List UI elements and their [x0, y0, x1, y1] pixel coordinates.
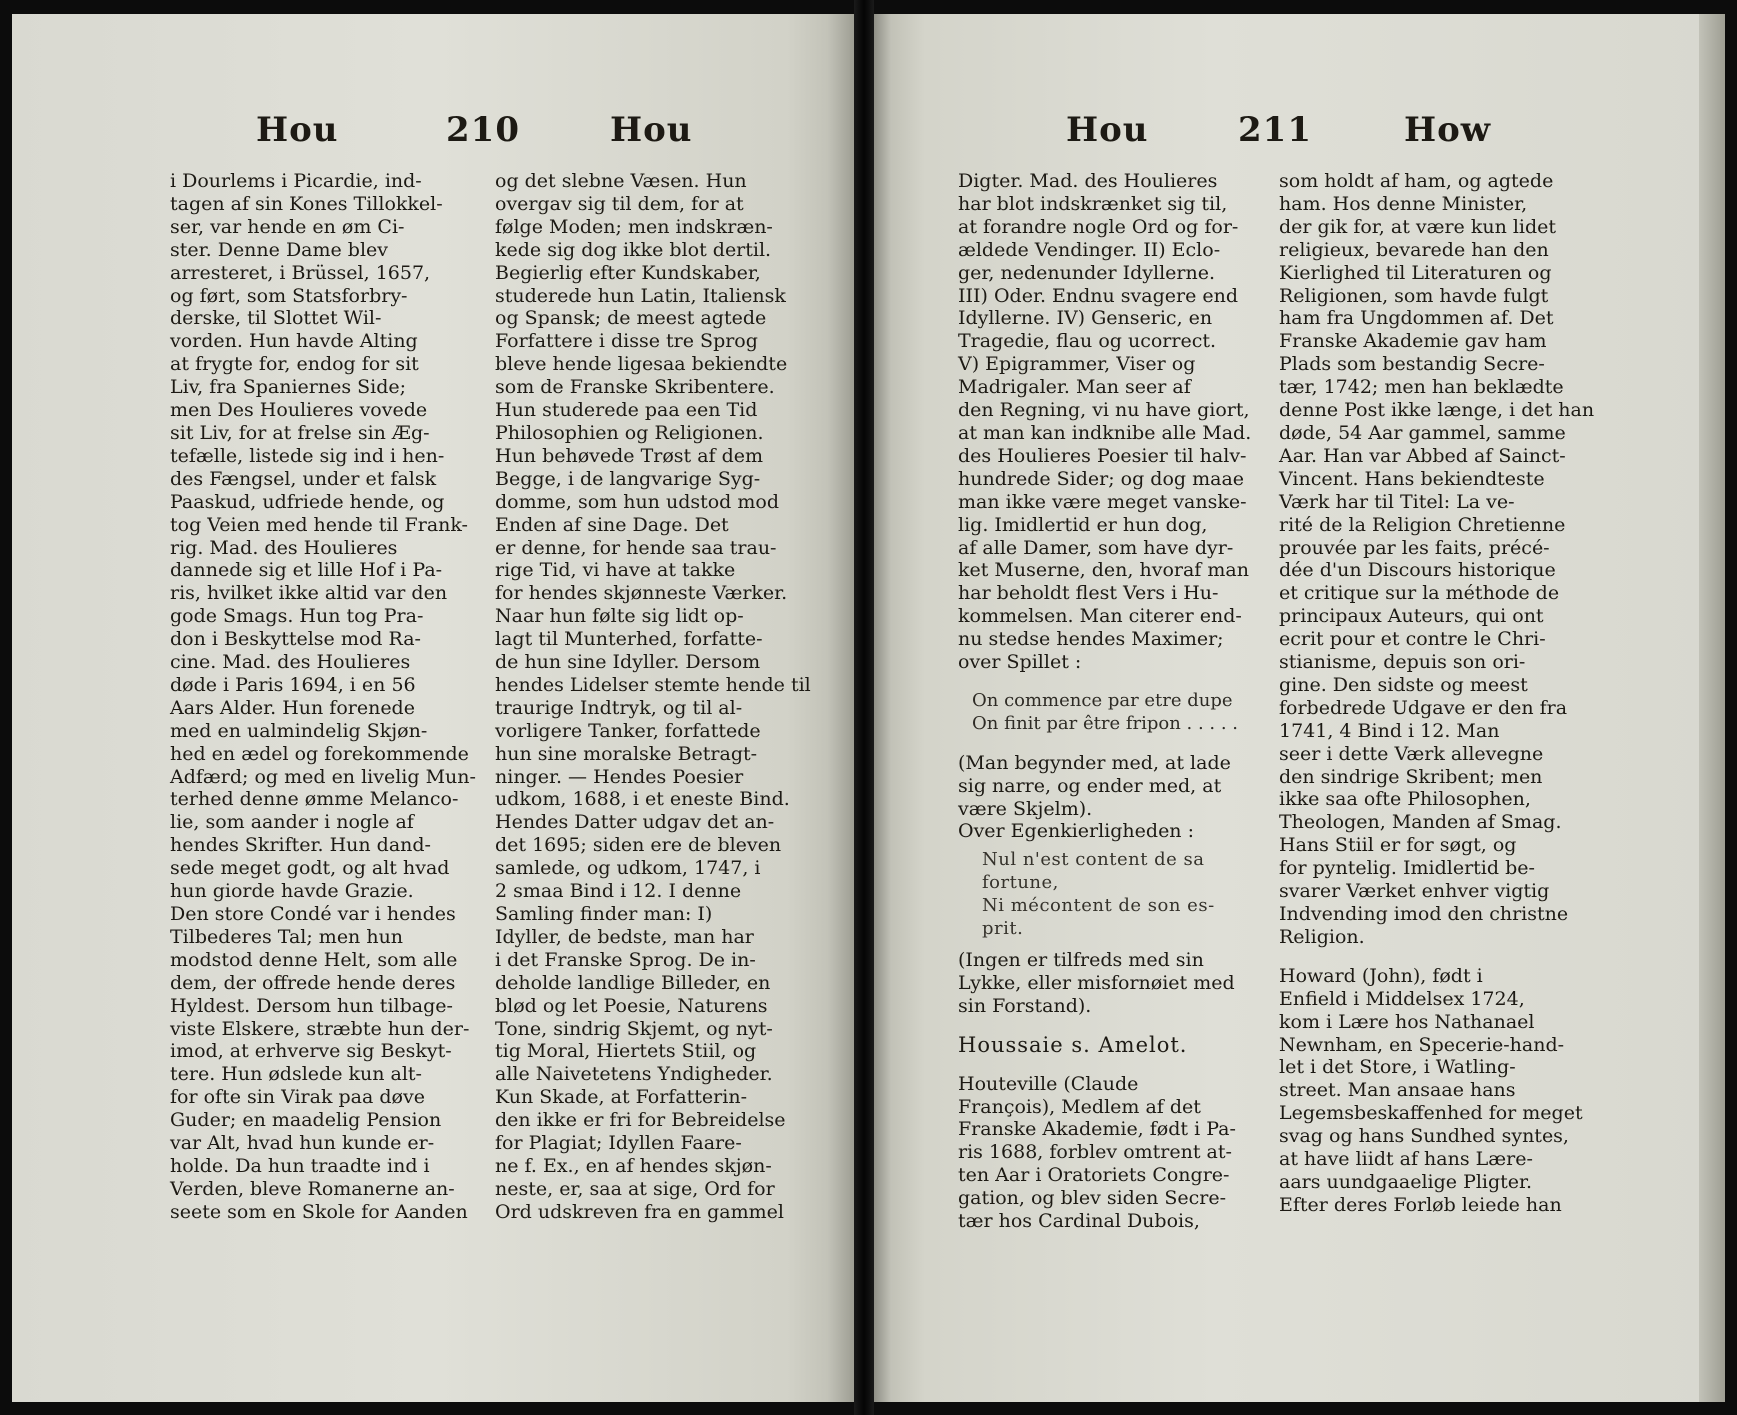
text-line: Liv, fra Spaniernes Side; — [170, 376, 407, 399]
text-line: kom i Lære hos Nathanael — [1279, 1010, 1535, 1033]
text-line: hendes Lidelser stemte hende til — [495, 673, 811, 696]
text-line: Vincent. Hans bekiendteste — [1279, 467, 1545, 490]
text-line: de hun sine Idyller. Dersom — [495, 651, 761, 674]
text-line: der gik for, at være kun lidet — [1279, 215, 1557, 238]
text-line: Forfattere i disse tre Sprog — [495, 330, 758, 353]
text-line: Naar hun følte sig lidt op- — [495, 605, 744, 628]
text-line: Aar. Han var Abbed af Sainct- — [1279, 444, 1566, 467]
text-line: hundrede Sider; og dog maae — [958, 467, 1245, 490]
left-page-edge — [828, 14, 854, 1402]
text-line: følge Moden; men indskræn- — [495, 215, 773, 238]
text-line: lie, som aander i nogle af — [170, 811, 414, 834]
text-line: arresteret, i Brüssel, 1657, — [170, 261, 431, 284]
text-line: traurige Indtryk, og til al- — [495, 696, 743, 719]
text-line: Efter deres Forløb leiede han — [1279, 1193, 1562, 1216]
text-line: Hendes Datter udgav det an- — [495, 811, 775, 834]
text-line: over Spillet : — [958, 651, 1082, 674]
text-line: ser, var hende en øm Ci- — [170, 215, 405, 238]
text-line: des Fængsel, under et falsk — [170, 467, 437, 490]
text-line: forbedrede Udgave er den fra — [1279, 696, 1568, 719]
text-line: svarer Værket enhver vigtig — [1279, 880, 1550, 903]
text-line: Idyller, de bedste, man har — [495, 925, 754, 948]
text-line: hun giorde havde Grazie. — [170, 880, 414, 903]
text-line: tefælle, listede sig ind i hen- — [170, 444, 445, 467]
text-line: et critique sur la méthode de — [1279, 582, 1560, 605]
text-line: dannede sig et lille Hof i Pa- — [170, 559, 443, 582]
text-line: kommelsen. Man citerer end- — [958, 605, 1242, 628]
right-page-gutter-edge — [874, 14, 892, 1402]
maxim-translation-1 — [958, 752, 1252, 844]
text-line: blød og let Poesie, Naturens — [495, 994, 768, 1017]
text-line: af alle Damer, som have dyr- — [958, 536, 1234, 559]
text-line: Tilbederes Tal; men hun — [170, 925, 404, 948]
text-line: Ni mécontent de son es- — [982, 895, 1215, 917]
text-line: (Ingen er tilfreds med sin — [958, 949, 1204, 971]
text-line: lagt til Munterhed, forfatte- — [495, 628, 763, 651]
text-line: Ord udskreven fra en gammel — [495, 1200, 784, 1223]
text-line: don i Beskyttelse mod Ra- — [170, 628, 421, 651]
text-line: Indvending imod den christne — [1279, 903, 1569, 925]
text-line: udkom, 1688, i et eneste Bind. — [495, 788, 790, 811]
text-line: Samling finder man: I) — [495, 903, 713, 925]
text-line: sit Liv, for at frelse sin Æg- — [170, 421, 430, 444]
text-line: den sindrige Skribent; men — [1279, 765, 1543, 788]
text-line: ket Muserne, den, hvoraf man — [958, 559, 1249, 582]
text-line: ger, nedenunder Idyllerne. — [958, 261, 1216, 284]
text-line: 2 smaa Bind i 12. I denne — [495, 880, 742, 903]
text-line: studerede hun Latin, Italiensk — [495, 284, 786, 307]
text-line: dem, der offrede hende deres — [170, 971, 456, 994]
text-line: gode Smags. Hun tog Pra- — [170, 605, 424, 628]
text-line: ris 1688, forblev omtrent at- — [958, 1141, 1232, 1164]
text-line: Hans Stiil er for søgt, og — [1279, 834, 1517, 857]
text-line: ne f. Ex., en af hendes skjøn- — [495, 1154, 772, 1177]
right-page-header — [874, 110, 1725, 160]
right-page-number: 211 — [1238, 110, 1312, 150]
text-line: er denne, for hende saa trau- — [495, 536, 777, 559]
text-line: dée d'un Discours historique — [1279, 559, 1556, 582]
text-line: Over Egenkierligheden : — [958, 820, 1194, 843]
text-line: bleve hende ligesaa bekiendte — [495, 353, 788, 376]
text-line: seer i dette Værk allevegne — [1279, 742, 1544, 765]
houlieres-continued — [958, 170, 1252, 674]
text-line: Kun Skade, at Forfatterin- — [495, 1086, 747, 1109]
text-line: Paaskud, udfriede hende, og — [170, 490, 445, 513]
text-line: tagen af sin Kones Tillokkel- — [170, 192, 443, 215]
text-line: Lykke, eller misfornøiet med — [958, 971, 1235, 994]
text-line: prit. — [982, 918, 1024, 940]
text-line: Legemsbeskaffenhed for meget — [1279, 1102, 1583, 1125]
text-line: tig Moral, Hiertets Stiil, og — [495, 1040, 757, 1063]
text-line: viste Elskere, stræbte hun der- — [170, 1017, 470, 1040]
text-line: On commence par etre dupe — [972, 689, 1233, 711]
text-line: let i det Store, i Watling- — [1279, 1056, 1516, 1079]
text-line: at man kan indknibe alle Mad. — [958, 421, 1252, 444]
text-line: Plads som bestandig Secre- — [1279, 353, 1545, 376]
text-line: V) Epigrammer, Viser og — [958, 353, 1196, 376]
text-line: den ikke er fri for Bebreidelse — [495, 1109, 786, 1132]
text-line: vorligere Tanker, forfattede — [495, 719, 761, 742]
text-line: Enden af sine Dage. Det — [495, 513, 729, 536]
right-page-column-1 — [958, 170, 1252, 1233]
text-line: Værk har til Titel: La ve- — [1279, 490, 1515, 513]
text-line: Hyldest. Dersom hun tilbage- — [170, 994, 453, 1017]
text-line: var Alt, hvad hun kunde er- — [170, 1132, 435, 1155]
text-line: III) Oder. Endnu svagere end — [958, 284, 1239, 307]
text-line: kede sig dog ikke blot dertil. — [495, 238, 772, 261]
left-running-head-right: Hou — [610, 110, 693, 150]
text-line: i det Franske Sprog. De in- — [495, 948, 756, 971]
text-line: sig narre, og ender med, at — [958, 774, 1222, 797]
text-line: Den store Condé var i hendes — [170, 903, 456, 925]
text-line: ældede Vendinger. II) Eclo- — [958, 238, 1221, 261]
text-line: tær hos Cardinal Dubois, — [958, 1210, 1200, 1233]
text-line: sede meget godt, og alt hvad — [170, 857, 450, 880]
text-line: tog Veien med hende til Frank- — [170, 513, 468, 536]
text-line: svag og hans Sundhed syntes, — [1279, 1125, 1569, 1148]
text-line: tere. Hun ødslede kun alt- — [170, 1063, 422, 1086]
text-line: ster. Denne Dame blev — [170, 238, 389, 261]
text-line: rige Tid, vi have at takke — [495, 559, 736, 582]
maxim-quote-egenkierlighed — [958, 849, 1252, 941]
text-line: nu stedse hendes Maximer; — [958, 628, 1224, 651]
text-line: holde. Da hun traadte ind i — [170, 1154, 430, 1177]
book-spine-gutter — [854, 0, 874, 1415]
left-page-column-2 — [495, 170, 811, 1224]
right-running-head-left: Hou — [1066, 110, 1149, 150]
text-line: som de Franske Skribentere. — [495, 376, 775, 399]
text-line: ham fra Ungdommen af. Det — [1279, 307, 1554, 330]
text-line: Guder; en maadelig Pension — [170, 1109, 442, 1132]
text-line: har beholdt flest Vers i Hu- — [958, 582, 1219, 605]
text-line: François), Medlem af det — [958, 1095, 1201, 1118]
text-line: On finit par être fripon . . . . . — [972, 712, 1239, 734]
text-line: at have liidt af hans Lære- — [1279, 1148, 1533, 1171]
text-line: den Regning, vi nu have giort, — [958, 399, 1250, 422]
text-line: fortune, — [982, 872, 1059, 894]
text-line: Enfield i Middelsex 1724, — [1279, 987, 1525, 1010]
text-line: gine. Den sidste og meest — [1279, 673, 1528, 696]
text-line: hun sine moralske Betragt- — [495, 742, 758, 765]
text-line: Howard (John), født i — [1279, 964, 1483, 987]
text-line: deholde landlige Billeder, en — [495, 971, 771, 994]
text-line: og Spansk; de meest agtede — [495, 307, 767, 330]
text-line: Philosophien og Religionen. — [495, 421, 764, 444]
text-line: for ofte sin Virak paa døve — [170, 1086, 425, 1109]
text-line: sin Forstand). — [958, 994, 1092, 1017]
text-line: overgav sig til dem, for at — [495, 192, 744, 215]
text-line: Religionen, som havde fulgt — [1279, 284, 1549, 307]
text-line: med en ualmindelig Skjøn- — [170, 719, 428, 742]
text-line: rig. Mad. des Houlieres — [170, 536, 398, 559]
text-line: Digter. Mad. des Houlieres — [958, 170, 1218, 192]
text-line: at frygte for, endog for sit — [170, 353, 419, 376]
left-page-header — [12, 110, 854, 160]
text-line: man ikke være meget vanske- — [958, 490, 1247, 513]
entry-howard — [1279, 965, 1649, 1217]
text-line: ten Aar i Oratoriets Congre- — [958, 1164, 1230, 1187]
text-line: hendes Skrifter. Hun dand- — [170, 834, 431, 857]
text-line: Kierlighed til Literaturen og — [1279, 261, 1552, 284]
houteville-continued — [1279, 170, 1649, 949]
entry-heading-houssaie: Houssaie s. Amelot. — [958, 1032, 1188, 1057]
text-line: Religion. — [1279, 925, 1365, 948]
text-line: Begge, i de langvarige Syg- — [495, 467, 761, 490]
text-line: og det slebne Væsen. Hun — [495, 170, 747, 192]
text-line: ris, hvilket ikke altid var den — [170, 582, 448, 605]
text-line: alle Naivetetens Yndigheder. — [495, 1063, 773, 1086]
text-line: rité de la Religion Chretienne — [1279, 513, 1566, 536]
text-line: Hun studerede paa een Tid — [495, 399, 758, 422]
text-line: Franske Akademie gav ham — [1279, 330, 1547, 353]
text-line: modstod denne Helt, som alle — [170, 948, 458, 971]
text-line: Idyllerne. IV) Genseric, en — [958, 307, 1213, 330]
text-line: imod, at erhverve sig Beskyt- — [170, 1040, 452, 1063]
text-line: religieux, bevarede han den — [1279, 238, 1549, 261]
text-line: som holdt af ham, og agtede — [1279, 170, 1554, 192]
text-line: Franske Akademie, født i Pa- — [958, 1118, 1236, 1141]
text-line: derske, til Slottet Wil- — [170, 307, 382, 330]
text-line: være Skjelm). — [958, 797, 1093, 820]
right-page-column-2 — [1279, 170, 1649, 1217]
text-line: for Plagiat; Idyllen Faare- — [495, 1132, 742, 1155]
text-line: Verden, bleve Romanerne an- — [170, 1177, 455, 1200]
text-line: for hendes skjønneste Værker. — [495, 582, 788, 605]
text-line: vorden. Hun havde Alting — [170, 330, 418, 353]
text-line: døde i Paris 1694, i en 56 — [170, 673, 416, 696]
text-line: des Houlieres Poesier til halv- — [958, 444, 1247, 467]
text-line: gation, og blev siden Secre- — [958, 1187, 1227, 1210]
text-line: cine. Mad. des Houlieres — [170, 651, 411, 674]
right-running-head-right: How — [1404, 110, 1492, 150]
text-line: Tone, sindrig Skjemt, og nyt- — [495, 1017, 773, 1040]
text-line: at forandre nogle Ord og for- — [958, 215, 1239, 238]
text-line: i Dourlems i Picardie, ind- — [170, 170, 422, 192]
text-line: ikke saa ofte Philosophen, — [1279, 788, 1531, 811]
text-line: denne Post ikke længe, i det han — [1279, 399, 1595, 422]
right-page — [874, 14, 1725, 1402]
text-line: lig. Imidlertid er hun dog, — [958, 513, 1208, 536]
text-line: ham. Hos denne Minister, — [1279, 192, 1528, 215]
text-line: prouvée par les faits, précé- — [1279, 536, 1550, 559]
text-line: Tragedie, flau og ucorrect. — [958, 330, 1217, 353]
text-line: men Des Houlieres vovede — [170, 399, 428, 422]
text-line: (Man begynder med, at lade — [958, 751, 1231, 774]
left-running-head-left: Hou — [256, 110, 339, 150]
maxim-translation-2 — [958, 949, 1252, 1018]
text-line: hed en ædel og forekommende — [170, 742, 469, 765]
right-page-edge — [1699, 14, 1725, 1402]
text-line: Theologen, Manden af Smag. — [1279, 811, 1562, 834]
text-line: Madrigaler. Man seer af — [958, 376, 1191, 399]
left-page-number: 210 — [446, 110, 520, 150]
text-line: Hun behøvede Trøst af dem — [495, 444, 764, 467]
text-line: Adfærd; og med en livelig Mun- — [170, 765, 476, 788]
text-line: samlede, og udkom, 1747, i — [495, 857, 761, 880]
text-line: domme, som hun udstod mod — [495, 490, 779, 513]
text-line: Aars Alder. Hun forenede — [170, 696, 415, 719]
text-line: Houteville (Claude — [958, 1072, 1139, 1095]
text-line: principaux Auteurs, qui ont — [1279, 605, 1544, 628]
text-line: og ført, som Statsforbry- — [170, 284, 408, 307]
text-line: tær, 1742; men han beklædte — [1279, 376, 1564, 399]
text-line: street. Man ansaae hans — [1279, 1079, 1516, 1102]
text-line: aars uundgaaelige Pligter. — [1279, 1170, 1533, 1193]
text-line: terhed denne ømme Melanco- — [170, 788, 459, 811]
text-line: har blot indskrænket sig til, — [958, 192, 1228, 215]
text-line: ninger. — Hendes Poesier — [495, 765, 744, 788]
text-line: det 1695; siden ere de bleven — [495, 834, 782, 857]
text-line: Newnham, en Specerie-hand- — [1279, 1033, 1565, 1056]
text-line: neste, er, saa at sige, Ord for — [495, 1177, 775, 1200]
text-line: 1741, 4 Bind i 12. Man — [1279, 719, 1500, 742]
left-page-column-1 — [170, 170, 482, 1224]
text-line: døde, 54 Aar gammel, samme — [1279, 421, 1566, 444]
maxim-quote-spillet — [958, 690, 1252, 736]
text-line: seete som en Skole for Aanden — [170, 1200, 468, 1223]
text-line: Nul n'est content de sa — [982, 849, 1205, 871]
text-line: for pyntelig. Imidlertid be- — [1279, 857, 1535, 880]
left-page — [12, 14, 854, 1402]
text-line: stianisme, depuis son ori- — [1279, 651, 1526, 674]
text-line: Begierlig efter Kundskaber, — [495, 261, 761, 284]
entry-houteville — [958, 1073, 1252, 1233]
text-line: ecrit pour et contre le Chri- — [1279, 628, 1546, 651]
